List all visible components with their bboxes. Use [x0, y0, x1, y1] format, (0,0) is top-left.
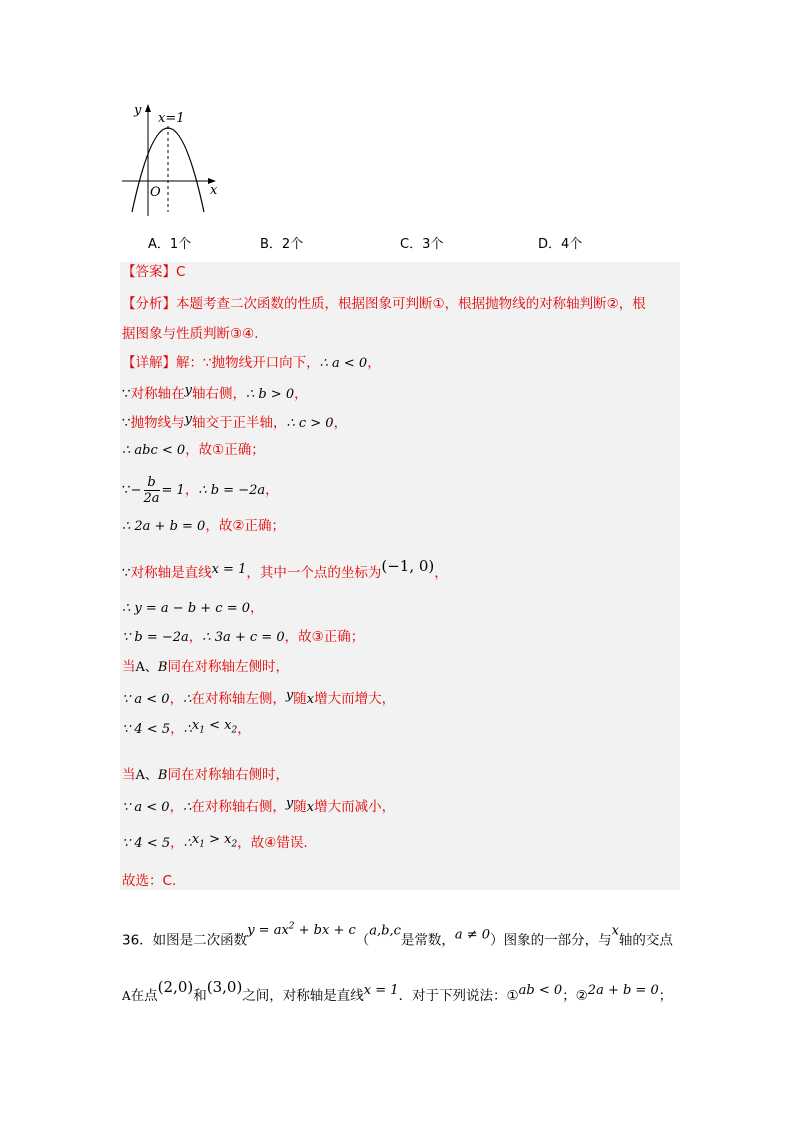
detail-text: 当 — [122, 767, 136, 783]
math-expr: = 1 — [161, 483, 185, 498]
detail-text: 随 — [293, 799, 307, 815]
x-axis-label: x — [210, 183, 218, 198]
point-label: A、 — [135, 768, 158, 783]
math-expr: ∴ abc < 0 — [122, 443, 186, 458]
math-var: y — [285, 688, 294, 703]
subscript: 2 — [231, 839, 238, 850]
math-expr: ∴ y = a − b + c = 0 — [122, 601, 251, 616]
math-var: x — [191, 832, 200, 847]
function-part: + bx + c — [294, 923, 356, 939]
answer-line — [122, 262, 185, 282]
detail-text: ，故④错误. — [237, 835, 308, 851]
because-symbol: ∵ — [122, 565, 131, 581]
detail-line-13 — [122, 765, 289, 786]
inequality — [191, 832, 238, 850]
punct: ， — [170, 835, 184, 851]
choice-c: C．3个 — [400, 237, 444, 252]
math-expr: ∴ c > 0 — [286, 416, 334, 431]
origin-label: O — [150, 185, 161, 200]
detail-line-1 — [122, 353, 381, 374]
therefore-symbol: ∴ — [183, 692, 192, 707]
final-answer: 故选：C. — [122, 873, 177, 889]
detail-text: 当 — [122, 659, 136, 675]
subscript: 1 — [199, 839, 205, 850]
analysis-tag: 【分析】 — [122, 296, 176, 312]
detail-text: ，故①正确； — [185, 442, 265, 458]
question-line-2 — [122, 972, 672, 1011]
point-coordinate: (2,0) — [157, 978, 194, 996]
math-expr: ∵ a < 0 — [122, 692, 170, 707]
question-text: 轴的交点 — [618, 932, 673, 949]
math-expr: ∴ 2a + b = 0 — [122, 519, 206, 534]
detail-text: ，故②正确； — [205, 518, 285, 534]
because-symbol: ∵ — [122, 415, 131, 431]
math-expr: ∴ a < 0 — [319, 356, 368, 371]
detail-text: 增大而减小， — [314, 799, 396, 815]
subscript: 1 — [199, 725, 205, 736]
question-text: ； — [658, 988, 673, 1004]
detail-line-14 — [122, 794, 395, 818]
therefore-symbol: ∴ — [183, 800, 192, 815]
punct: ， — [265, 482, 279, 498]
math-expr: a ≠ 0 — [454, 927, 491, 943]
point-coordinate: (−1, 0) — [381, 557, 435, 575]
operator: > — [204, 832, 225, 847]
punct: ， — [250, 600, 264, 616]
math-expr: x = 1 — [211, 562, 247, 577]
punct: ， — [434, 565, 448, 581]
punct: ， — [170, 721, 184, 737]
detail-text: 对称轴是直线 — [130, 565, 212, 581]
answer-choices — [148, 233, 708, 253]
detail-line-9 — [122, 627, 364, 648]
punct: ， — [169, 799, 184, 815]
math-var: y — [184, 412, 192, 427]
detail-tag: 【详解】 — [122, 355, 176, 371]
exponent: 2 — [288, 922, 295, 932]
question-number: 36．如图是二次函数 — [122, 932, 248, 949]
punct: ， — [294, 386, 308, 402]
math-var: y — [184, 383, 192, 398]
statement-2: 2a + b = 0 — [587, 983, 659, 998]
subscript: 2 — [231, 725, 238, 736]
choice-a: A．1个 — [148, 237, 192, 252]
punct: ， — [184, 482, 199, 498]
question-text: 是常数， — [400, 932, 455, 949]
final-answer-line — [122, 871, 176, 891]
detail-line-5 — [122, 472, 279, 509]
question-text: 之间，对称轴是直线 — [242, 988, 364, 1004]
y-axis-label: y — [134, 103, 142, 118]
detail-text: ，故③正确； — [284, 629, 365, 645]
math-expr: x = 1 — [363, 983, 399, 998]
math-expr: ∴ b = −2a — [198, 483, 266, 498]
analysis-text-2: 据图象与性质判断③④. — [122, 326, 259, 342]
detail-line-10 — [122, 657, 289, 678]
function-part: y = ax — [247, 923, 289, 939]
detail-text: 轴交于正半轴， — [191, 415, 287, 431]
therefore-symbol: ∴ — [183, 836, 192, 851]
detail-text: 同在对称轴右侧时， — [167, 767, 289, 783]
detail-line-6 — [122, 516, 285, 537]
math-var: x — [306, 692, 315, 707]
math-expr: ∴ b > 0 — [245, 387, 295, 402]
statement-1: ab < 0 — [518, 983, 563, 998]
answer-tag: 【答案】 — [122, 264, 176, 280]
detail-text: 同在对称轴左侧时， — [167, 659, 289, 675]
math-var: y — [285, 796, 294, 811]
math-expr: ∵ 4 < 5 — [122, 722, 171, 737]
fraction — [144, 475, 160, 506]
detail-line-2 — [122, 381, 308, 405]
math-expr: ∵ 4 < 5 — [122, 836, 171, 851]
choice-d: D．4个 — [538, 237, 583, 252]
math-expr: ∴ 3a + c = 0 — [202, 630, 285, 645]
point-label: B — [157, 660, 168, 675]
detail-line-4 — [122, 440, 265, 461]
because-symbol: ∵ — [122, 482, 131, 498]
question-text: ）图象的一部分，与 — [490, 932, 612, 949]
punct: ， — [169, 691, 184, 707]
math-var: x — [611, 923, 619, 939]
punct: ， — [367, 355, 381, 371]
analysis-line-2 — [122, 324, 259, 344]
question-text: （ — [355, 932, 370, 949]
detail-line-11 — [122, 686, 395, 710]
math-expr: ∵ a < 0 — [122, 800, 170, 815]
choice-b: B．2个 — [260, 237, 304, 252]
therefore-symbol: ∴ — [183, 722, 192, 737]
point-label: A、 — [135, 660, 158, 675]
question-text: ；② — [562, 988, 588, 1004]
because-symbol: ∵ — [122, 386, 131, 402]
point-coordinate: (3,0) — [206, 978, 243, 996]
fraction-denominator: 2a — [143, 490, 160, 506]
minus-sign: − — [130, 483, 142, 498]
detail-line-12 — [122, 716, 251, 741]
question-text: 和 — [193, 988, 207, 1004]
math-expr: ∵ b = −2a — [122, 630, 189, 645]
fraction-numerator: b — [144, 475, 160, 491]
y-axis-arrow — [145, 104, 151, 112]
detail-text: 在对称轴右侧， — [191, 799, 286, 815]
point-label: A — [122, 989, 131, 1003]
detail-text: 抛物线与 — [130, 415, 185, 431]
detail-line-8 — [122, 598, 264, 619]
math-var: x — [224, 718, 232, 733]
analysis-text-1: 本题考查二次函数的性质，根据图象可判断①，根据抛物线的对称轴判断②，根 — [176, 296, 646, 312]
inequality — [191, 718, 238, 736]
punct: ， — [237, 721, 251, 737]
detail-text: 在对称轴左侧， — [191, 691, 286, 707]
detail-line-3 — [122, 410, 347, 434]
punct: ， — [333, 415, 348, 431]
quadratic-function — [247, 923, 356, 938]
math-var: x — [191, 718, 200, 733]
punct: ， — [188, 629, 203, 645]
math-var: x — [224, 832, 232, 847]
question-text: ．对于下列说法：① — [398, 988, 519, 1004]
point-label: B — [157, 768, 168, 783]
detail-text: ，其中一个点的坐标为 — [246, 565, 382, 581]
detail-text: 对称轴在 — [130, 386, 185, 402]
detail-text: 解：∵抛物线开口向下， — [176, 355, 320, 371]
analysis-line-1 — [122, 294, 646, 314]
math-expr: a,b,c — [369, 923, 401, 939]
answer-value: C — [176, 264, 186, 280]
symmetry-axis-label: x=1 — [158, 111, 185, 126]
question-line-1 — [122, 912, 673, 955]
parabola-graph — [118, 100, 228, 218]
detail-text: 轴右侧， — [191, 386, 246, 402]
detail-text: 随 — [293, 691, 307, 707]
question-text: 在点 — [130, 988, 158, 1004]
operator: < — [204, 718, 225, 733]
detail-text: 增大而增大， — [314, 691, 396, 707]
math-var: x — [306, 800, 315, 815]
detail-line-7 — [122, 556, 448, 583]
detail-line-15 — [122, 830, 308, 855]
